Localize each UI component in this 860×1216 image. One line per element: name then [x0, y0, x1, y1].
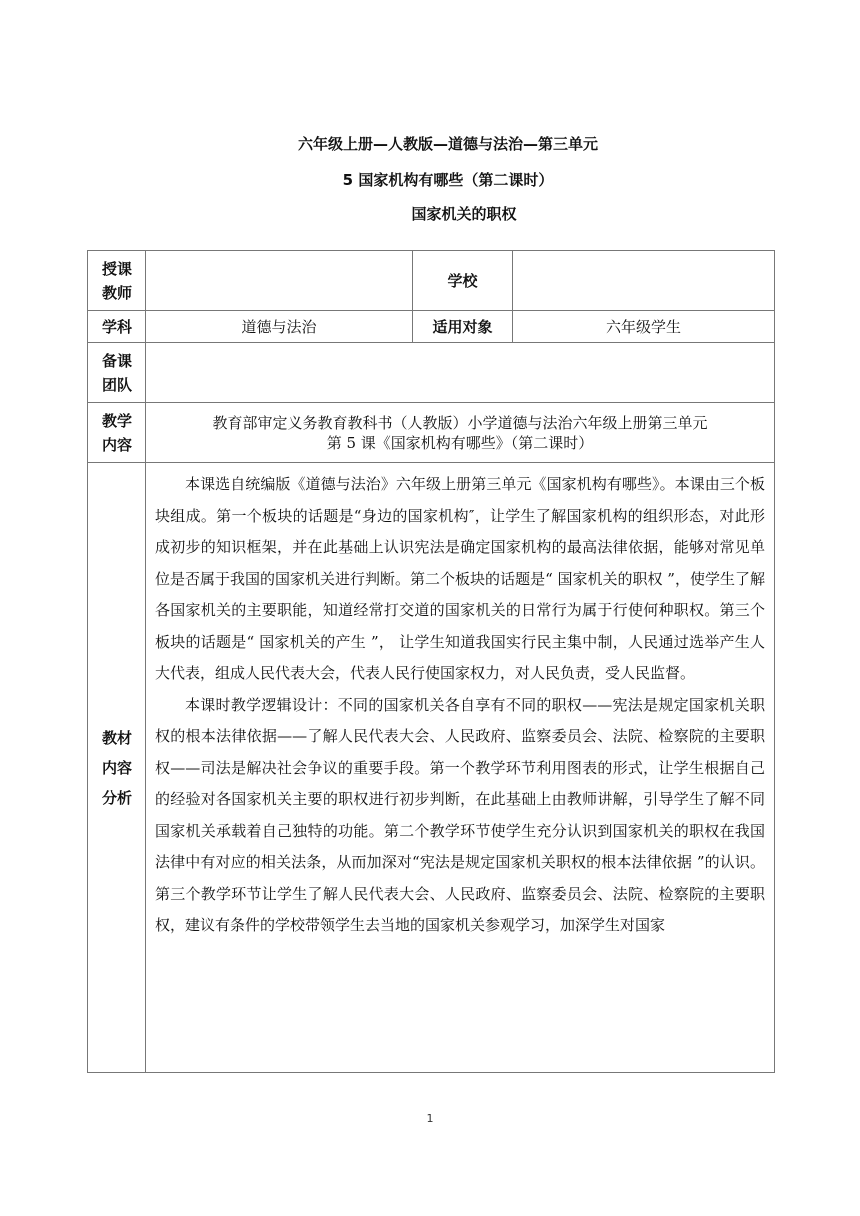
team-label-line1: 备课 [102, 351, 133, 370]
lesson-title: 5 国家机构有哪些（第二课时） [342, 171, 554, 189]
team-row [88, 343, 775, 403]
school-label: 学校 [413, 251, 513, 311]
analysis-text [146, 463, 775, 1073]
teacher-label-cell [88, 251, 146, 311]
school-value [513, 251, 775, 311]
analysis-paragraph-1: 本课选自统编版《道德与法治》六年级上册第三单元《国家机构有哪些》。本课由三个板块组成。第一个板块的话题是“身边的国家机构″，让学生了解国家机构的组织形态，对此形成初步的知识框架，并在此基础上认识宪法是确定国家机构的最高法律依据，能够对常见单位是否属于我国的国家机关进行判断。第二个板块的话题是“ 国家机关的职权 ”，使学生了解各国家机关的主要职能，知道经常打交道的国家机关的日常行为属于行使何种职权。第三个板块的话题是“ 国家机关的产生 ”， 让学生知道我国实行民主集中制，人民通过选举产生人大代表，组成人民代表大会，代表人民行使国家权力，对人民负责，受人民监督。 [155, 475, 765, 682]
team-label-cell [88, 343, 146, 403]
content-label-line2: 内容 [102, 435, 133, 454]
lesson-subtitle: 国家机关的职权 [411, 205, 517, 223]
subject-label-text: 学科 [102, 317, 133, 336]
analysis-label-line1: 教材 [102, 728, 133, 747]
document-title: 六年级上册—人教版—道德与法治—第三单元 [297, 135, 598, 153]
content-line-1: 教育部审定义务教育教科书（人教版）小学道德与法治六年级上册第三单元 [212, 413, 708, 432]
teacher-row [88, 251, 775, 311]
team-value [146, 343, 775, 403]
analysis-label-line3: 分析 [102, 788, 133, 807]
analysis-label-cell [88, 463, 146, 1073]
content-label-cell [88, 403, 146, 463]
content-line-2: 第 5 课《国家机构有哪些》（第二课时） [326, 433, 594, 452]
team-label-line2: 团队 [102, 375, 133, 394]
teacher-value [146, 251, 413, 311]
subject-label [88, 311, 146, 343]
audience-label: 适用对象 [413, 311, 513, 343]
content-value [146, 403, 775, 463]
content-label-line1: 教学 [102, 411, 133, 430]
analysis-row [88, 463, 775, 1073]
lesson-plan-table [87, 250, 775, 1073]
page-number: 1 [426, 1112, 434, 1125]
analysis-paragraph-2: 本课时教学逻辑设计：不同的国家机关各自享有不同的职权——宪法是规定国家机关职权的根本法律依据——了解人民代表大会、人民政府、监察委员会、法院、检察院的主要职权——司法是解决社会争议的重要手段。第一个教学环节利用图表的形式，让学生根据自己的经验对各国家机关主要的职权进行初步判断，在此基础上由教师讲解，引导学生了解不同国家机关承载着自己独特的功能。第二个教学环节使学生充分认识到国家机关的职权在我国法律中有对应的相关法条，从而加深对“宪法是规定国家机关职权的根本法律依据 ”的认识。第三个教学环节让学生了解人民代表大会、人民政府、监察委员会、法院、检察院的主要职权，建议有条件的学校带领学生去当地的国家机关参观学习，加深学生对国家 [155, 695, 765, 934]
teacher-label-line2: 教师 [102, 283, 133, 302]
analysis-label-line2: 内容 [102, 758, 133, 777]
subject-row [88, 311, 775, 343]
audience-value: 六年级学生 [513, 311, 775, 343]
teacher-label-line1: 授课 [102, 259, 133, 278]
subject-value: 道德与法治 [146, 311, 413, 343]
content-row [88, 403, 775, 463]
